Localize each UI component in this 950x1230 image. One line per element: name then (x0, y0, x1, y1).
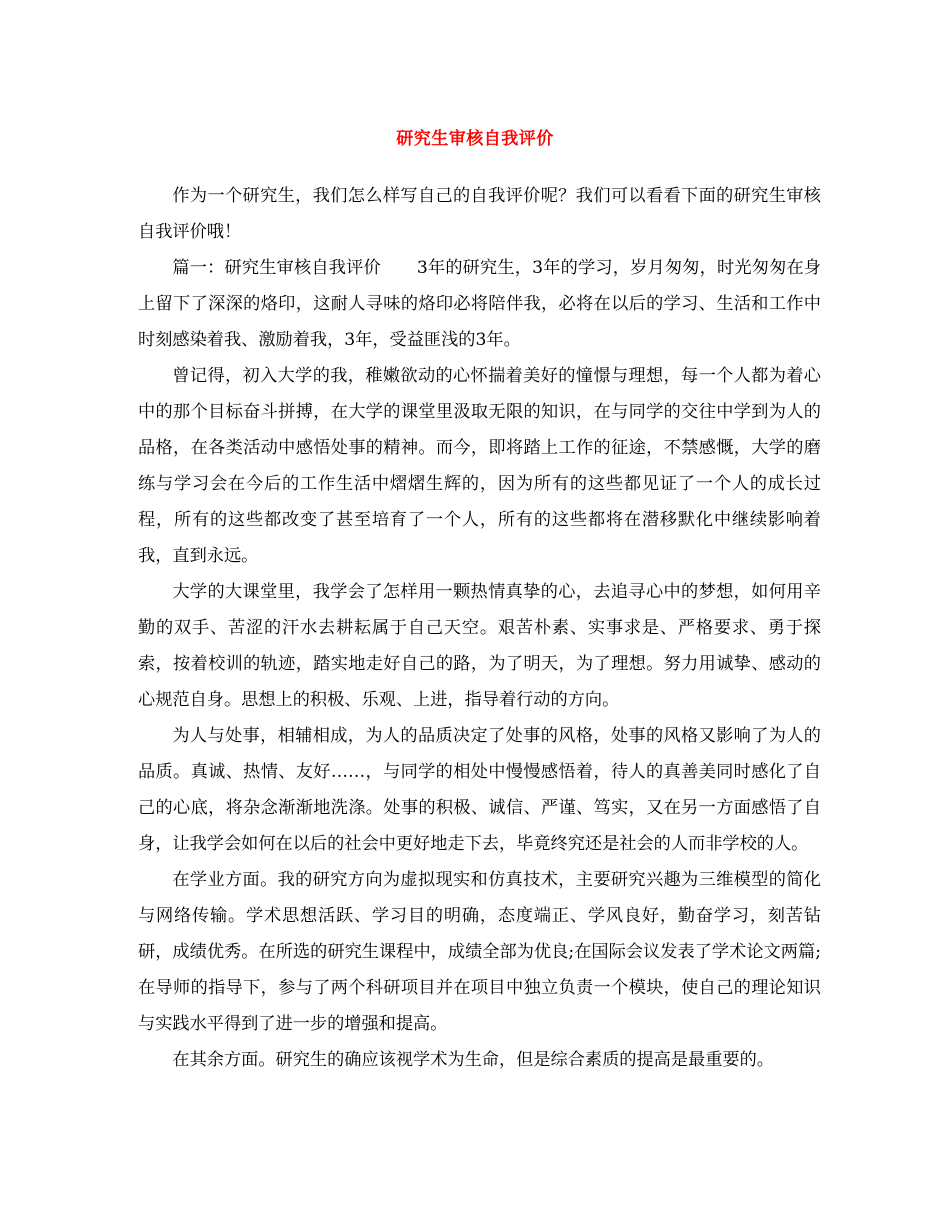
paragraph-text: 作为一个研究生，我们怎么样写自己的自我评价呢？我们可以看看下面的研究生审核自我评价哦！ (138, 186, 821, 242)
paragraph-intro (138, 178, 821, 250)
paragraph-classroom (138, 574, 821, 718)
paragraph-memory (138, 358, 821, 574)
paragraph-other (138, 1042, 821, 1078)
paragraph-character (138, 718, 821, 862)
paragraph-text: 为人与处事，相辅相成，为人的品质决定了处事的风格，处事的风格又影响了为人的品质。真诚、热情、友好……，与同学的相处中慢慢感悟着，待人的真善美同时感化了自己的心底，将杂念渐渐地洗涤。处事的积极、诚信、严谨、笃实，又在另一方面感悟了自身，让我学会如何在以后的社会中更好地走下去，毕竟终究还是社会的人而非学校的人。 (138, 726, 821, 854)
paragraph-academics (138, 862, 821, 1042)
document-body (138, 178, 821, 1078)
paragraph-section-one (138, 250, 821, 358)
paragraph-text: 曾记得，初入大学的我，稚嫩欲动的心怀揣着美好的憧憬与理想，每一个人都为着心中的那个目标奋斗拼搏，在大学的课堂里汲取无限的知识，在与同学的交往中学到为人的品格，在各类活动中感悟处事的精神。而今，即将踏上工作的征途，不禁感慨，大学的磨练与学习会在今后的工作生活中熠熠生辉的，因为所有的这些都见证了一个人的成长过程，所有的这些都改变了甚至培育了一个人，所有的这些都将在潜移默化中继续影响着我，直到永远。 (138, 366, 821, 566)
paragraph-text: 3年的研究生，3年的学习，岁月匆匆，时光匆匆在身上留下了深深的烙印，这耐人寻味的烙印必将陪伴我，必将在以后的学习、生活和工作中时刻感染着我、激励着我，3年，受益匪浅的3年。 (138, 258, 821, 350)
section-heading: 篇一：研究生审核自我评价 (172, 258, 381, 278)
document-title: 研究生审核自我评价 (396, 129, 554, 149)
paragraph-text: 在其余方面。研究生的确应该视学术为生命，但是综合素质的提高是最重要的。 (172, 1050, 774, 1070)
paragraph-text: 大学的大课堂里，我学会了怎样用一颗热情真挚的心，去追寻心中的梦想，如何用辛勤的双手、苦涩的汗水去耕耘属于自己天空。艰苦朴素、实事求是、严格要求、勇于探索，按着校训的轨迹，踏实地走好自己的路，为了明天，为了理想。努力用诚挚、感动的心规范自身。思想上的积极、乐观、上进，指导着行动的方向。 (138, 582, 821, 710)
paragraph-text: 在学业方面。我的研究方向为虚拟现实和仿真技术，主要研究兴趣为三维模型的简化与网络传输。学术思想活跃、学习目的明确，态度端正、学风良好，勤奋学习，刻苦钻研，成绩优秀。在所选的研究生课程中，成绩全部为优良;在国际会议发表了学术论文两篇;在导师的指导下，参与了两个科研项目并在项目中独立负责一个模块，使自己的理论知识与实践水平得到了进一步的增强和提高。 (138, 870, 821, 1034)
